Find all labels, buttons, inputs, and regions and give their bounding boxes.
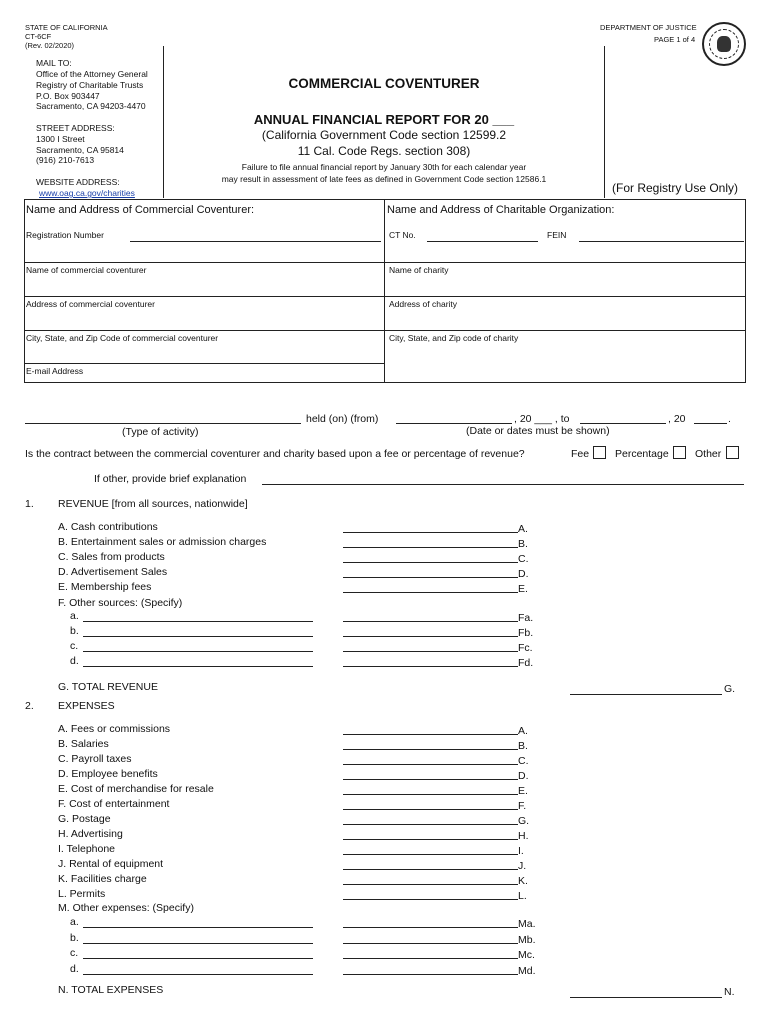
code-line-1: (California Government Code section 12599.2	[261, 128, 507, 142]
amount-field[interactable]	[343, 766, 518, 780]
line-item-code: Fc.	[518, 642, 533, 654]
amount-field[interactable]	[343, 721, 518, 735]
contract-question: Is the contract between the commercial coventurer and charity based upon a fee or percentage of revenue?	[25, 448, 525, 460]
line-item-label: d.	[70, 962, 79, 975]
website-link[interactable]: www.oag.ca.gov/charities	[39, 188, 135, 198]
line-item-code: C.	[518, 755, 529, 767]
coventurer-name-line[interactable]	[24, 262, 384, 263]
amount-field[interactable]	[343, 638, 518, 652]
amount-field[interactable]	[343, 930, 518, 944]
line-item-label: C. Sales from products	[58, 551, 165, 563]
amount-field[interactable]	[343, 856, 518, 870]
line-item-code: I.	[518, 845, 524, 857]
line-item-code: L.	[518, 890, 527, 902]
mail-line-1: Office of the Attorney General	[36, 69, 148, 79]
report-title: ANNUAL FINANCIAL REPORT FOR 20 ___	[253, 112, 515, 127]
line-item-code: A.	[518, 523, 528, 535]
street-phone: (916) 210-7613	[36, 155, 95, 165]
line-item-label: H. Advertising	[58, 828, 123, 840]
other-explanation-label: If other, provide brief explanation	[94, 473, 247, 485]
line-item-code: Md.	[518, 964, 536, 977]
percentage-label: Percentage	[615, 448, 669, 460]
line-item-code: Mb.	[518, 933, 536, 946]
amount-field[interactable]	[343, 826, 518, 840]
street-line-2: Sacramento, CA 95814	[36, 145, 124, 155]
fee-checkbox[interactable]	[593, 446, 606, 459]
amount-field[interactable]	[343, 608, 518, 622]
mail-line-4: Sacramento, CA 94203-4470	[36, 101, 146, 111]
address-box-divider	[384, 199, 385, 383]
state-label: STATE OF CALIFORNIA	[25, 23, 108, 32]
line-item-label: A. Cash contributions	[58, 521, 158, 533]
activity-type-field[interactable]	[25, 410, 301, 424]
line-item-code: K.	[518, 875, 528, 887]
other-explanation-field[interactable]	[262, 471, 744, 485]
amount-field[interactable]	[343, 961, 518, 975]
line-item-label: B. Salaries	[58, 738, 109, 750]
line-item-label: B. Entertainment sales or admission charges	[58, 536, 267, 548]
specify-field[interactable]	[83, 608, 313, 622]
page-number: PAGE 1 of 4	[654, 35, 696, 44]
total-expenses-field[interactable]	[570, 984, 722, 998]
expense-other-label: M. Other expenses: (Specify)	[58, 902, 194, 914]
expenses-number: 2.	[25, 700, 34, 712]
website-label: WEBSITE ADDRESS:	[36, 177, 120, 187]
specify-field[interactable]	[83, 914, 313, 928]
amount-field[interactable]	[343, 751, 518, 765]
start-date-field[interactable]	[396, 410, 512, 424]
amount-field[interactable]	[343, 623, 518, 637]
registration-number-label: Registration Number	[26, 230, 104, 240]
line-item-code: Ma.	[518, 918, 536, 930]
total-expenses-code: N.	[724, 986, 735, 998]
revenue-number: 1.	[25, 498, 34, 510]
amount-field[interactable]	[343, 653, 518, 667]
line-item-code: H.	[518, 830, 529, 842]
email-label: E-mail Address	[26, 366, 84, 376]
amount-field[interactable]	[343, 811, 518, 825]
end-period: .	[728, 413, 731, 425]
specify-field[interactable]	[83, 638, 313, 652]
specify-field[interactable]	[83, 961, 313, 975]
mail-to-label: MAIL TO:	[36, 58, 72, 68]
header-divider-right	[604, 46, 605, 198]
charity-city-label: City, State, and Zip code of charity	[389, 333, 519, 343]
amount-field[interactable]	[343, 519, 518, 533]
street-label: STREET ADDRESS:	[36, 123, 115, 133]
charity-city-line[interactable]	[384, 330, 746, 331]
line-item-label: a.	[70, 916, 79, 928]
registration-number-field[interactable]	[130, 228, 381, 242]
form-title: COMMERCIAL COVENTURER	[288, 76, 480, 91]
total-revenue-field[interactable]	[570, 681, 722, 695]
revenue-other-label: F. Other sources: (Specify)	[58, 597, 183, 609]
total-revenue-label: G. TOTAL REVENUE	[58, 681, 158, 693]
late-fee-warning-2: may result in assessment of late fees as defined in Government Code section 12586.1	[221, 174, 547, 184]
fein-field[interactable]	[579, 228, 744, 242]
charity-name-label: Name of charity	[389, 265, 449, 275]
line-item-code: E.	[518, 583, 528, 595]
line-item-label: b.	[70, 625, 79, 637]
line-item-code: B.	[518, 740, 528, 752]
line-item-label: F. Cost of entertainment	[58, 798, 170, 810]
line-item-code: G.	[518, 815, 530, 827]
line-item-code: J.	[518, 860, 527, 872]
address-box	[24, 199, 746, 383]
line-item-label: E. Cost of merchandise for resale	[58, 783, 214, 795]
line-item-code: B.	[518, 538, 528, 550]
coventurer-section-header: Name and Address of Commercial Coventurer:	[26, 204, 255, 216]
charity-name-line[interactable]	[384, 262, 746, 263]
end-date-field[interactable]	[580, 410, 666, 424]
line-item-label: c.	[70, 640, 79, 652]
amount-field[interactable]	[343, 914, 518, 928]
line-item-label: c.	[70, 947, 79, 959]
specify-field[interactable]	[83, 653, 313, 667]
amount-field[interactable]	[343, 841, 518, 855]
end-year-label: , 20	[668, 413, 686, 425]
street-line-1: 1300 I Street	[36, 134, 85, 144]
mail-line-3: P.O. Box 903447	[36, 91, 100, 101]
line-item-code: Fa.	[518, 612, 534, 624]
coventurer-name-label: Name of commercial coventurer	[26, 265, 147, 275]
line-item-label: d.	[70, 655, 79, 667]
amount-field[interactable]	[343, 549, 518, 563]
line-item-label: D. Employee benefits	[58, 768, 158, 780]
activity-type-caption: (Type of activity)	[122, 426, 199, 438]
registry-use-label: (For Registry Use Only)	[612, 181, 739, 195]
coventurer-email-line[interactable]	[24, 363, 384, 364]
line-item-code: Fb.	[518, 627, 534, 639]
dates-caption: (Date or dates must be shown)	[466, 425, 610, 437]
other-checkbox[interactable]	[726, 446, 739, 459]
amount-field[interactable]	[343, 736, 518, 750]
coventurer-address-label: Address of commercial coventurer	[26, 299, 155, 309]
charity-address-label: Address of charity	[389, 299, 458, 309]
form-id: CT-6CF	[25, 32, 52, 41]
line-item-label: b.	[70, 931, 79, 944]
percentage-checkbox[interactable]	[673, 446, 686, 459]
start-year-label: , 20 ___ , to	[514, 413, 570, 425]
code-line-2: 11 Cal. Code Regs. section 308)	[297, 144, 471, 158]
amount-field[interactable]	[343, 796, 518, 810]
fee-label: Fee	[571, 448, 590, 460]
form-revision: (Rev. 02/2020)	[25, 41, 75, 50]
coventurer-city-line[interactable]	[24, 330, 384, 331]
expenses-heading: EXPENSES	[58, 700, 115, 712]
line-item-label: I. Telephone	[58, 843, 116, 855]
line-item-code: D.	[518, 568, 529, 580]
end-year-field[interactable]	[694, 410, 727, 424]
line-item-code: C.	[518, 553, 529, 565]
line-item-code: A.	[518, 725, 528, 737]
amount-field[interactable]	[343, 579, 518, 593]
amount-field[interactable]	[343, 871, 518, 885]
held-label: held (on) (from)	[306, 413, 379, 425]
specify-field[interactable]	[83, 945, 313, 959]
specify-field[interactable]	[83, 930, 313, 944]
other-label: Other	[695, 448, 722, 460]
mail-line-2: Registry of Charitable Trusts	[36, 80, 144, 90]
fein-label: FEIN	[547, 230, 567, 240]
line-item-label: a.	[70, 610, 79, 622]
total-expenses-label: N. TOTAL EXPENSES	[58, 984, 164, 996]
total-revenue-code: G.	[724, 683, 736, 695]
line-item-code: E.	[518, 785, 528, 797]
department-label: DEPARTMENT OF JUSTICE	[600, 23, 697, 32]
coventurer-city-label: City, State, and Zip Code of commercial coventurer	[26, 333, 219, 343]
amount-field[interactable]	[343, 534, 518, 548]
revenue-heading: REVENUE [from all sources, nationwide]	[58, 498, 248, 510]
amount-field[interactable]	[343, 886, 518, 900]
line-item-label: G. Postage	[58, 813, 111, 825]
line-item-code: Mc.	[518, 949, 535, 961]
coventurer-address-line[interactable]	[24, 296, 384, 297]
line-item-label: K. Facilities charge	[58, 873, 147, 885]
charity-address-line[interactable]	[384, 296, 746, 297]
state-seal-icon	[702, 22, 746, 66]
ct-number-label: CT No.	[389, 230, 416, 240]
late-fee-warning-1: Failure to file annual financial report by January 30th for each calendar year	[241, 162, 527, 172]
line-item-code: D.	[518, 770, 529, 782]
amount-field[interactable]	[343, 945, 518, 959]
line-item-label: E. Membership fees	[58, 581, 152, 593]
line-item-label: D. Advertisement Sales	[58, 566, 168, 578]
header-divider-left	[163, 46, 164, 198]
line-item-code: F.	[518, 800, 527, 812]
line-item-label: A. Fees or commissions	[58, 723, 171, 735]
line-item-code: Fd.	[518, 657, 534, 669]
ct-number-field[interactable]	[427, 228, 538, 242]
amount-field[interactable]	[343, 781, 518, 795]
charity-section-header: Name and Address of Charitable Organization:	[387, 204, 615, 216]
line-item-label: L. Permits	[58, 888, 106, 900]
specify-field[interactable]	[83, 623, 313, 637]
line-item-label: J. Rental of equipment	[58, 858, 164, 870]
line-item-label: C. Payroll taxes	[58, 753, 132, 765]
amount-field[interactable]	[343, 564, 518, 578]
